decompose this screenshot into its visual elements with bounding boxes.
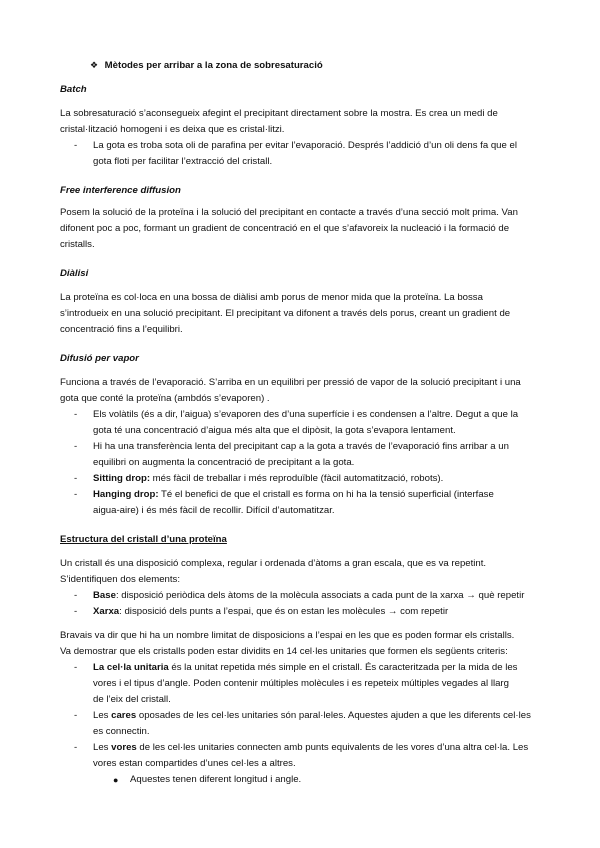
hanging-drop-text: Té el benefici de que el cristall es forma on hi ha la tensió superficial (interfase xyxy=(158,489,494,500)
cares-text: oposades de les cel·les unitaries són paral·leles. Aquestes ajuden a que les diferents cel·les xyxy=(136,710,531,721)
cel-line: vores i el tipus d’angle. Poden contenir múltiples molècules i es repeteix múltiples vegades al llarg xyxy=(93,678,509,689)
sub-item: Aquestes tenen diferent longitud i angle. xyxy=(130,774,302,785)
vapor-para-line: Funciona a través de l’evaporació. S’arriba en un equilibri per pressió de vapor de la solució precipitant i una xyxy=(60,377,521,388)
vores-label: vores xyxy=(111,742,137,753)
cel-item xyxy=(93,660,553,676)
diamond-bullet-icon: ❖ xyxy=(90,60,99,70)
vapor-item1-line: gota té una concentració d’aigua més alta que el dipòsit, la gota s’evapora lentament. xyxy=(93,425,456,436)
base-text: : disposició periòdica dels àtoms de la molècula associats a cada punt de la xarxa → què repetir xyxy=(115,590,525,601)
cel-text: és la unitat repetida més simple en el cristall. És caracteritzada per la mida de les xyxy=(168,662,518,673)
estructura-para-line: Un cristall és una disposició complexa, regular i ordenada d’àtoms a gran escala, que es va repetint. xyxy=(60,558,487,569)
methods-heading-text: Mètodes per arribar a la zona de sobresaturació xyxy=(104,60,323,71)
vapor-title: Difusió per vapor xyxy=(60,353,139,364)
vores-pre: Les xyxy=(93,742,112,753)
cares-pre: Les xyxy=(93,710,112,721)
bullet-dot-icon: ● xyxy=(113,775,119,785)
dash-bullet: - xyxy=(74,473,78,484)
batch-para-line: La sobresaturació s’aconsegueix afegint el precipitant directament sobre la mostra. Es crea un medi de xyxy=(60,108,498,119)
bravais-line: Bravais va dir que hi ha un nombre limitat de disposicions a l’espai en les que es poden formar els cristalls. xyxy=(60,630,515,641)
xarxa-item xyxy=(93,604,553,620)
batch-para-line: cristal·lització homogeni i es deixa que es cristal·litzi. xyxy=(60,124,285,135)
fid-para-line: difonent poc a poc, formant un gradient de concentració en el que s’afavoreix la nucleació i la formació de xyxy=(60,223,510,234)
vapor-item2-line: equilibri on augmenta la concentració de precipitant a la gota. xyxy=(93,457,355,468)
xarxa-label: Xarxa xyxy=(93,606,120,617)
sitting-drop-item xyxy=(93,471,553,487)
base-item xyxy=(93,588,553,604)
dialisi-title: Diàlisi xyxy=(60,268,89,279)
dialisi-para-line: s’introdueix en una solució precipitant. El precipitant va difonent a través dels porus, creant un gradient de xyxy=(60,308,511,319)
batch-item-line: gota floti per facilitar l’extracció del cristall. xyxy=(93,156,273,167)
hanging-drop-item xyxy=(93,487,553,503)
base-label: Base xyxy=(93,590,116,601)
vapor-item2-line: Hi ha una transferència lenta del precipitant cap a la gota a través de l’evaporació fins arribar a un xyxy=(93,441,509,452)
cel-line: de l’eix del cristall. xyxy=(93,694,171,705)
dialisi-para-line: La proteïna es col·loca en una bossa de diàlisi amb porus de menor mida que la proteïna. La bossa xyxy=(60,292,483,303)
dash-bullet: - xyxy=(74,140,78,151)
methods-heading xyxy=(90,57,323,74)
sitting-drop-text: més fàcil de treballar i més reproduïble (fàcil automatització, robots). xyxy=(150,473,444,484)
dash-bullet: - xyxy=(74,409,78,420)
vores-text: de les cel·les unitaries connecten amb punts equivalents de les vores d’una altra cel·la. Les xyxy=(136,742,529,753)
cares-item xyxy=(93,708,553,724)
vapor-para-line: gota que conté la proteïna (ambdós s’evaporen) . xyxy=(60,393,270,404)
dash-bullet: - xyxy=(74,441,78,452)
dialisi-para-line: concentració fins a l’equilibri. xyxy=(60,324,183,335)
batch-title: Batch xyxy=(60,84,87,95)
hanging-drop-line: aigua-aire) i és més fàcil de recollir. Difícil d’automatitzar. xyxy=(93,505,335,516)
dash-bullet: - xyxy=(74,590,78,601)
fid-title: Free interference diffusion xyxy=(60,185,181,196)
dash-bullet: - xyxy=(74,662,78,673)
estructura-title: Estructura del cristall d’una proteïna xyxy=(60,534,227,545)
vores-item xyxy=(93,740,553,756)
vores-line: vores estan compartides d’unes cel·les a altres. xyxy=(93,758,296,769)
cares-line: es connectin. xyxy=(93,726,150,737)
hanging-drop-label: Hanging drop: xyxy=(93,489,159,500)
fid-para-line: cristalls. xyxy=(60,239,95,250)
cares-label: cares xyxy=(111,710,137,721)
dash-bullet: - xyxy=(74,606,78,617)
dash-bullet: - xyxy=(74,742,78,753)
xarxa-text: : disposició dels punts a l’espai, que és on estan les molècules → com repetir xyxy=(119,606,449,617)
bravais-line: Va demostrar que els cristalls poden estar dividits en 14 cel·les unitaries que formen els següents criteris: xyxy=(60,646,508,657)
dash-bullet: - xyxy=(74,489,78,500)
vapor-item1-line: Els volàtils (és a dir, l’aigua) s’evaporen des d’una superfície i es condensen a l’altre. Degut a que la xyxy=(93,409,519,420)
sitting-drop-label: Sitting drop: xyxy=(93,473,151,484)
dash-bullet: - xyxy=(74,710,78,721)
fid-para-line: Posem la solució de la proteïna i la solució del precipitant en contacte a través d’una secció molt prima. Van xyxy=(60,207,518,218)
estructura-para-line: S’identifiquen dos elements: xyxy=(60,574,180,585)
cel-label: La cel·la unitaria xyxy=(93,662,169,673)
batch-item-line: La gota es troba sota oli de parafina per evitar l’evaporació. Després l’addició d’un oli dens fa que el xyxy=(93,140,517,151)
